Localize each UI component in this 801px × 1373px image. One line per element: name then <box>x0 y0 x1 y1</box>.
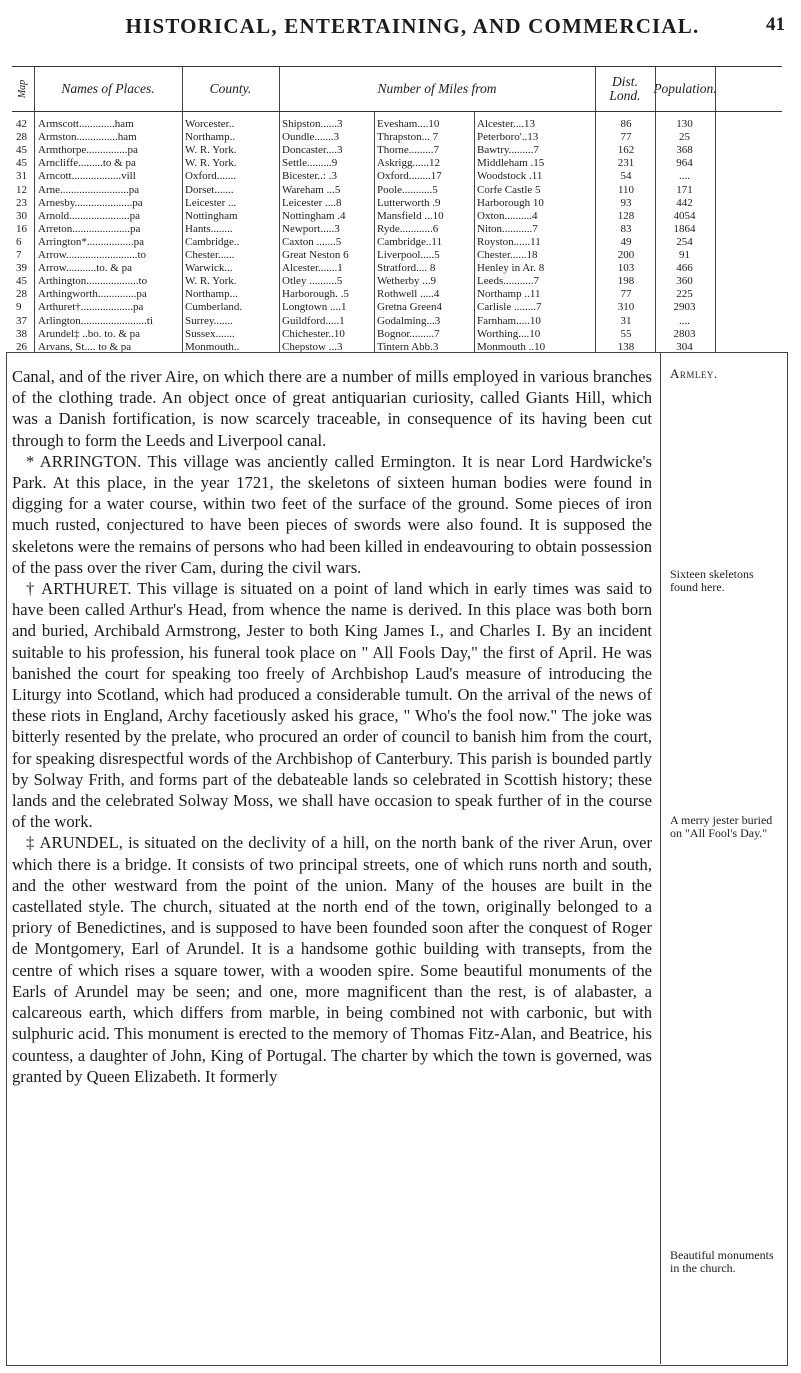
cell-place-name: Arthuret†...................pa <box>38 301 144 314</box>
cell-county: Nottingham <box>185 209 238 222</box>
cell-miles-2: Wetherby ...9 <box>377 275 436 288</box>
cell-county: Northamp... <box>185 288 238 301</box>
cell-dist-london: 103 <box>617 262 635 275</box>
cell-miles-1: Chepstow ...3 <box>282 340 343 353</box>
cell-miles-1: Guildford.....1 <box>282 314 345 327</box>
cell-place-name: Arrington*.................pa <box>38 235 145 248</box>
cell-map-number: 28 <box>16 288 27 301</box>
cell-county: W. R. York. <box>185 157 237 170</box>
cell-dist-london: 77 <box>620 288 632 301</box>
cell-dist-london: 49 <box>620 235 632 248</box>
cell-miles-2: Thrapston... 7 <box>377 131 439 144</box>
cell-dist-london: 162 <box>617 144 635 157</box>
cell-place-name: Armston...............ham <box>38 131 137 144</box>
cell-county: Monmouth.. <box>185 340 240 353</box>
cell-map-number: 42 <box>16 118 27 130</box>
cell-dist-london: 77 <box>620 131 632 144</box>
cell-miles-3: Oxton..........4 <box>477 209 538 222</box>
cell-miles-3: Bawtry.........7 <box>477 144 539 157</box>
cell-population: 360 <box>676 275 693 288</box>
cell-dist-london: 200 <box>617 249 635 261</box>
cell-miles-3: Carlisle ........7 <box>477 301 542 314</box>
body-text <box>12 366 652 1087</box>
cell-miles-2: Lutterworth .9 <box>377 196 441 209</box>
cell-dist-london: 138 <box>617 340 635 353</box>
cell-miles-1: Bicester..: .3 <box>282 170 337 183</box>
cell-miles-1: Leicester ....8 <box>282 196 342 209</box>
margin-divider <box>660 352 661 1364</box>
cell-place-name: Arlington........................ti <box>38 314 153 327</box>
cell-place-name: Armscott.............ham <box>38 118 134 130</box>
cell-county: Worcester.. <box>185 118 235 130</box>
page-header <box>40 6 785 46</box>
cell-place-name: Armthorpe...............pa <box>38 144 138 157</box>
cell-miles-2: Godalming...3 <box>377 314 441 327</box>
cell-place-name: Arne.........................pa <box>38 183 140 196</box>
header-map: Map <box>17 79 28 99</box>
cell-population: 25 <box>679 131 690 144</box>
header-county: County. <box>209 81 252 96</box>
cell-county: Hants........ <box>185 222 233 235</box>
cell-dist-london: 128 <box>617 209 635 222</box>
cell-miles-2: Poole...........5 <box>377 183 438 196</box>
cell-miles-3: Peterboro'..13 <box>477 131 539 144</box>
cell-dist-london: 231 <box>617 157 635 170</box>
cell-dist-london: 86 <box>620 118 632 130</box>
margin-note-jester: A merry jester buried on "All Fool's Day." <box>670 813 773 840</box>
cell-county: Oxford....... <box>185 170 237 183</box>
cell-map-number: 26 <box>16 340 27 353</box>
margin-note-monuments: Beautiful monuments in the church. <box>670 1248 774 1275</box>
cell-miles-3: Harborough 10 <box>477 196 544 209</box>
cell-map-number: 23 <box>16 196 27 209</box>
cell-dist-london: 110 <box>617 183 635 196</box>
cell-place-name: Arvans, St.... to & pa <box>38 340 132 353</box>
running-title: HISTORICAL, ENTERTAINING, AND COMMERCIAL. <box>125 14 700 38</box>
cell-county: W. R. York. <box>185 275 237 288</box>
cell-miles-1: Chichester..10 <box>282 327 345 340</box>
cell-county: Dorset....... <box>185 183 234 196</box>
cell-miles-1: Alcester.......1 <box>282 262 343 275</box>
cell-map-number: 38 <box>16 327 27 340</box>
cell-miles-3: Royston......11 <box>477 235 541 248</box>
cell-place-name: Arreton.....................pa <box>38 222 141 235</box>
cell-miles-1: Caxton .......5 <box>282 235 342 248</box>
cell-miles-3: Middleham .15 <box>477 157 545 170</box>
cell-miles-1: Doncaster....3 <box>282 144 343 157</box>
cell-population: .... <box>679 170 690 183</box>
cell-population: 171 <box>676 183 693 196</box>
cell-county: Northamp.. <box>185 131 236 144</box>
cell-map-number: 30 <box>16 209 27 222</box>
cell-miles-1: Newport.....3 <box>282 222 340 235</box>
cell-miles-1: Nottingham .4 <box>282 209 346 222</box>
header-number-of-miles: Number of Miles from <box>377 81 497 96</box>
cell-miles-3: Alcester....13 <box>477 118 536 130</box>
paragraph-arthuret: † ARTHURET. This village is situated on a point of land which in early times was said to have been called Arthur's Head, from whence the name is derived. In this place was both born and buried, Archibald Armstrong, Jester to both King James I., and Charles I. By an incident suitable to his profession, his funeral took place on " All Fools Day," the first of April. He was banished the court for speaking too freely of Archbishop Laud's measure of introducing the Liturgy into Scotland, which had produced a considerable tumult. On the arrival of the news of these riots in England, Archy facetiously asked his grace, " Who's the fool now." The joke was bitterly resented by the prelate, who procured an order of council to banish him from the court, for speaking disrespectful words of the Archbishop of Canterbury. This parish is bounded partly by Solway Frith, and forms part of the debateable lands so celebrated in Scottish history; these lands and the celebrated Solway Moss, we shall have occasion to speak further of in the course of the work. <box>12 579 652 832</box>
cell-map-number: 31 <box>16 170 27 183</box>
margin-note-armley: Armley. <box>670 366 718 381</box>
cell-miles-3: Northamp ..11 <box>477 288 541 301</box>
cell-population: 368 <box>676 144 693 157</box>
cell-miles-3: Niton...........7 <box>477 222 538 235</box>
cell-miles-1: Harborough. .5 <box>282 288 349 301</box>
cell-miles-2: Evesham....10 <box>377 118 440 130</box>
cell-place-name: Arnesby.....................pa <box>38 196 143 209</box>
cell-miles-3: Woodstock .11 <box>477 170 543 183</box>
cell-county: Warwick... <box>185 262 233 275</box>
cell-map-number: 45 <box>16 157 27 170</box>
cell-county: Cambridge.. <box>185 235 240 248</box>
cell-miles-3: Chester......18 <box>477 249 538 261</box>
cell-map-number: 9 <box>16 301 22 314</box>
cell-population: 304 <box>676 340 693 353</box>
cell-population: 466 <box>676 262 693 275</box>
cell-map-number: 28 <box>16 131 27 144</box>
cell-map-number: 39 <box>16 262 27 275</box>
cell-miles-2: Tintern Abb.3 <box>377 340 439 353</box>
cell-miles-2: Oxford........17 <box>377 170 442 183</box>
cell-place-name: Arncott..................vill <box>38 170 136 183</box>
cell-miles-2: Askrigg......12 <box>377 157 440 170</box>
cell-map-number: 12 <box>16 183 27 196</box>
header-names: Names of Places. <box>61 81 155 96</box>
cell-dist-london: 31 <box>620 314 632 327</box>
cell-population: 2803 <box>673 327 696 340</box>
cell-place-name: Arthingworth..............pa <box>38 288 147 301</box>
cell-county: Cumberland. <box>185 301 243 314</box>
table-body <box>12 112 782 352</box>
cell-map-number: 37 <box>16 314 27 327</box>
cell-map-number: 16 <box>16 222 27 235</box>
cell-place-name: Arundel‡ ..bo. to. & pa <box>38 327 141 340</box>
cell-dist-london: 54 <box>620 170 632 183</box>
header-dist-lond: Dist. Lond. <box>609 74 641 103</box>
cell-map-number: 45 <box>16 144 27 157</box>
cell-population: .... <box>679 314 690 327</box>
cell-map-number: 7 <box>16 249 22 261</box>
cell-map-number: 6 <box>16 235 22 248</box>
cell-population: 2903 <box>673 301 696 314</box>
paragraph-arrington: * ARRINGTON. This village was anciently called Ermington. It is near Lord Hardwicke's Park. At this place, in the year 1721, the skeletons of sixteen human bodies were found in digging for a water course, within two feet of the surface of the ground. Some pieces of iron much rusted, conjectured to have been pieces of swords were also found. It is supposed the skeletons were the remains of persons who had been killed in endeavouring to obtain possession of the pass over the river Cam, during the civil wars. <box>12 451 652 577</box>
cell-miles-3: Corfe Castle 5 <box>477 183 541 196</box>
cell-place-name: Arrow...........to. & pa <box>38 262 132 275</box>
cell-miles-3: Farnham.....10 <box>477 314 541 327</box>
cell-miles-2: Ryde............6 <box>377 222 439 235</box>
cell-county: Leicester ... <box>185 196 237 209</box>
cell-population: 4054 <box>673 209 696 222</box>
cell-miles-1: Wareham ...5 <box>282 183 341 196</box>
cell-county: W. R. York. <box>185 144 237 157</box>
cell-dist-london: 83 <box>620 222 632 235</box>
cell-miles-2: Rothwell .....4 <box>377 288 440 301</box>
cell-miles-2: Bognor.........7 <box>377 327 440 340</box>
cell-miles-2: Stratford.... 8 <box>377 262 436 275</box>
gazetteer-table <box>12 66 782 353</box>
cell-dist-london: 93 <box>620 196 632 209</box>
cell-population: 964 <box>676 157 693 170</box>
cell-miles-3: Henley in Ar. 8 <box>477 262 545 275</box>
cell-miles-1: Great Neston 6 <box>282 249 349 261</box>
cell-population: 130 <box>676 118 693 130</box>
table-header <box>12 67 782 112</box>
cell-miles-1: Shipston......3 <box>282 118 343 130</box>
cell-population: 1864 <box>673 222 696 235</box>
cell-place-name: Arnold......................pa <box>38 209 141 222</box>
cell-miles-2: Mansfield ...10 <box>377 209 444 222</box>
paragraph-arundel: ‡ ARUNDEL, is situated on the declivity of a hill, on the north bank of the river Arun, over which there is a bridge. It consists of two principal streets, one of which runs north and south, and the other westward from the point of the union. Many of the houses are built in the castellated style. The church, situated at the north end of the town, originally belonged to a priory of Benedictines, and is supposed to have been founded soon after the conquest of Roger de Montgomery, Earl of Arundel. It is a handsome gothic building with transepts, from the centre of which rises a square tower, with a wooden spire. Some beautiful monuments of the Earls of Arundel may be seen; and one, more magnificent than the rest, is of alabaster, a calcareous earth, which differs from marble, in being combined not with carbonic, but with sulphuric acid. This monument is erected to the memory of Thomas Fitz-Alan, and Beatrice, his countess, a daughter of John, King of Portugal. The charter by which the town is governed, was granted by Queen Elizabeth. It formerly <box>12 833 652 1086</box>
cell-county: Chester...... <box>185 249 235 261</box>
cell-population: 254 <box>676 235 693 248</box>
cell-population: 442 <box>676 196 693 209</box>
paragraph-canal: Canal, and of the river Aire, on which there are a number of mills employed in various branches of the clothing trade. An object once of great antiquarian curiosity, called Giants Hill, which was a Danish fortification, is now scarcely traceable, in consequence of its having been cut through to form the Leeds and Liverpool canal. <box>12 367 652 450</box>
page-number: 41 <box>766 14 785 35</box>
cell-county: Surrey....... <box>185 314 233 327</box>
cell-map-number: 45 <box>16 275 27 288</box>
cell-miles-1: Otley ..........5 <box>282 275 343 288</box>
cell-place-name: Arrow..........................to <box>38 249 147 261</box>
cell-miles-1: Oundle.......3 <box>282 131 340 144</box>
cell-dist-london: 55 <box>620 327 632 340</box>
cell-miles-2: Cambridge..11 <box>377 235 442 248</box>
margin-note-skeletons: Sixteen skeletons found here. <box>670 567 754 594</box>
cell-county: Sussex....... <box>185 327 235 340</box>
cell-miles-3: Monmouth ..10 <box>477 340 546 353</box>
cell-miles-1: Longtown ....1 <box>282 301 347 314</box>
cell-miles-3: Worthing....10 <box>477 327 541 340</box>
cell-place-name: Arncliffe.........to & pa <box>38 157 136 170</box>
header-population: Population. <box>653 81 717 96</box>
cell-miles-2: Liverpool.....5 <box>377 249 440 261</box>
cell-miles-3: Leeds...........7 <box>477 275 540 288</box>
cell-miles-1: Settle.........9 <box>282 157 338 170</box>
cell-dist-london: 310 <box>617 301 635 314</box>
cell-place-name: Arthington...................to <box>38 275 148 288</box>
cell-miles-2: Thorne.........7 <box>377 144 440 157</box>
cell-miles-2: Gretna Green4 <box>377 301 443 314</box>
cell-population: 91 <box>679 249 690 261</box>
cell-dist-london: 198 <box>617 275 635 288</box>
cell-population: 225 <box>676 288 693 301</box>
